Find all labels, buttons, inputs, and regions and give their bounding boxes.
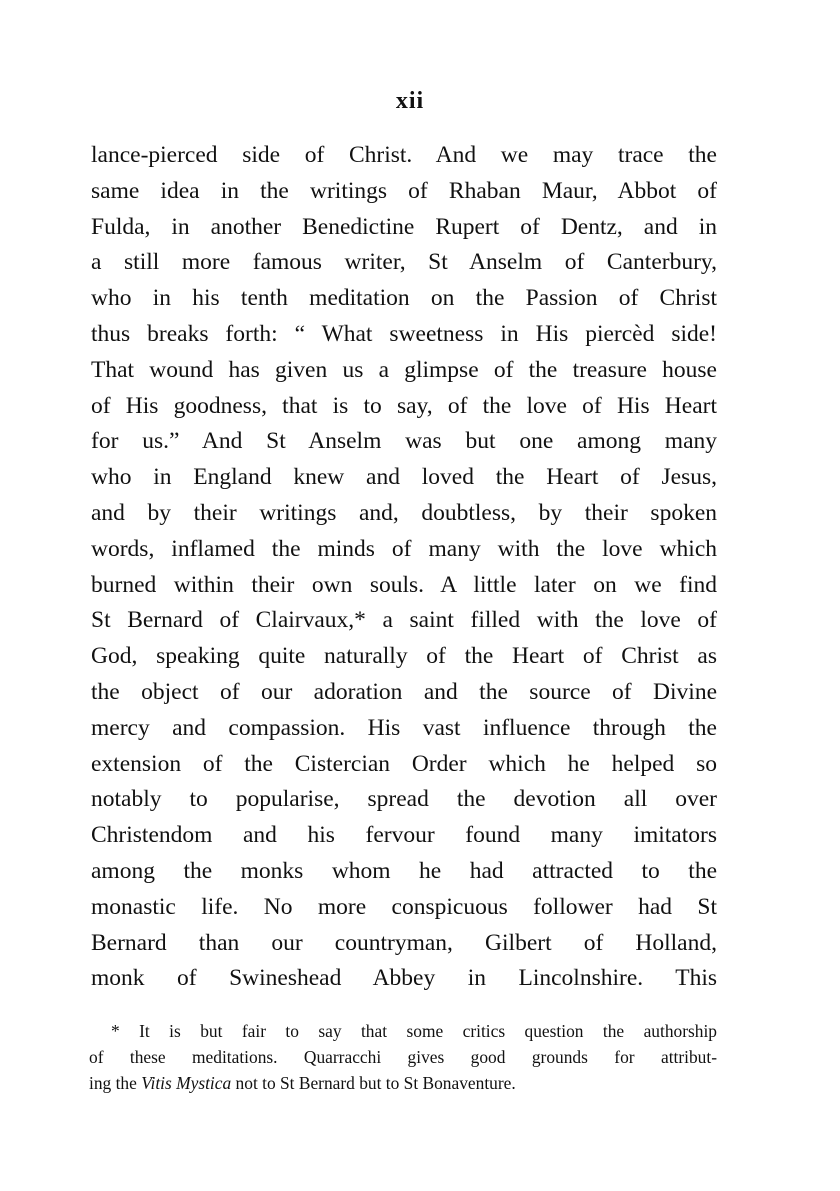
text-line: Christendom and his fervour found many imitators — [91, 822, 717, 849]
text-line: the object of our adoration and the source of Divine — [91, 678, 717, 705]
text-line: of His goodness, that is to say, of the love of His Heart — [91, 392, 717, 419]
text-line: mercy and compassion. His vast influence through the — [91, 714, 717, 741]
text-line: and by their writings and, doubtless, by their spoken — [91, 499, 717, 526]
text-line: who in England knew and loved the Heart of Jesus, — [91, 464, 717, 491]
footnote-line — [89, 1070, 717, 1096]
page-number: xii — [395, 88, 425, 114]
footnote — [89, 1018, 717, 1096]
text-line: monk of Swineshead Abbey in Lincolnshire. This — [91, 965, 717, 992]
footnote-line: of these meditations. Quarracchi gives good grounds for attribut- — [89, 1047, 717, 1067]
book-title: Vitis Mystica — [141, 1073, 232, 1093]
text-line: among the monks whom he had attracted to the — [91, 857, 717, 884]
text-line: extension of the Cistercian Order which he helped so — [91, 750, 717, 777]
footnote-text: ing the — [89, 1073, 137, 1093]
body-text — [91, 138, 717, 997]
text-line: Fulda, in another Benedictine Rupert of Dentz, and in — [91, 213, 717, 240]
text-line: That wound has given us a glimpse of the treasure house — [91, 356, 717, 383]
footnote-text: not to St Bernard but to St Bonaventure. — [235, 1073, 516, 1093]
text-line: notably to popularise, spread the devotion all over — [91, 786, 717, 813]
text-line: monastic life. No more conspicuous follower had St — [91, 893, 717, 920]
text-line: who in his tenth meditation on the Passion of Christ — [91, 285, 717, 312]
text-line: for us.” And St Anselm was but one among many — [91, 428, 717, 455]
text-line: burned within their own souls. A little later on we find — [91, 571, 717, 598]
text-line: same idea in the writings of Rhaban Maur, Abbot of — [91, 177, 717, 204]
text-line: lance-pierced side of Christ. And we may trace the — [91, 142, 717, 168]
text-line: St Bernard of Clairvaux,* a saint filled with the love of — [91, 607, 717, 634]
text-line: Bernard than our countryman, Gilbert of Holland, — [91, 929, 717, 956]
text-line: words, inflamed the minds of many with the love which — [91, 535, 717, 562]
text-line: God, speaking quite naturally of the Heart of Christ as — [91, 643, 717, 670]
text-line: thus breaks forth: “ What sweetness in His piercèd side! — [91, 320, 717, 347]
footnote-line: * It is but fair to say that some critics question the authorship — [111, 1021, 717, 1041]
text-line: a still more famous writer, St Anselm of Canterbury, — [91, 249, 717, 276]
